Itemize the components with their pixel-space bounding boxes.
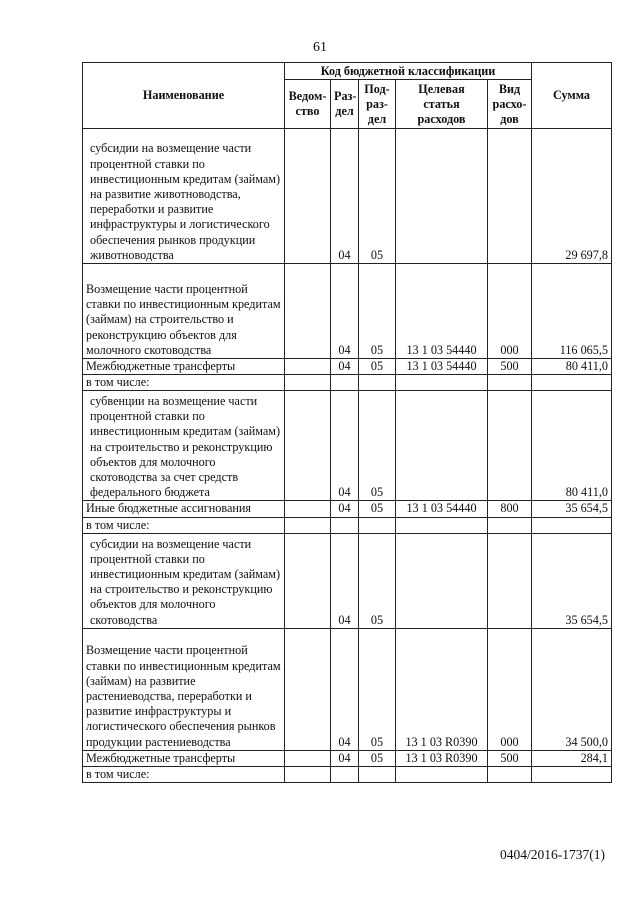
- cell-name: в том числе:: [83, 375, 285, 391]
- cell-vid: [488, 767, 532, 783]
- cell-razdel: 04: [331, 750, 359, 766]
- cell-podrazdel: 05: [359, 129, 396, 264]
- cell-razdel: 04: [331, 501, 359, 517]
- header-vid: Вид расхо-дов: [488, 80, 532, 129]
- cell-razdel: 04: [331, 129, 359, 264]
- cell-celevaya: 13 1 03 54440: [396, 359, 488, 375]
- cell-razdel: [331, 767, 359, 783]
- header-code-group: Код бюджетной классификации: [285, 63, 532, 80]
- table-row: [83, 628, 612, 750]
- cell-name: Иные бюджетные ассигнования: [83, 501, 285, 517]
- cell-summa: 35 654,5: [532, 501, 612, 517]
- cell-razdel: 04: [331, 264, 359, 359]
- header-name: Наименование: [83, 63, 285, 129]
- cell-vedomstvo: [285, 391, 331, 501]
- cell-name: субвенции на возмещение части процентной ставки по инвестиционным кредитам (займам) на строительство и реконструкцию объектов для молочного скотоводства за счет средств федерального бюджета: [83, 391, 285, 501]
- cell-vid: [488, 129, 532, 264]
- table-row: [83, 767, 612, 783]
- cell-vid: 500: [488, 750, 532, 766]
- cell-razdel: 04: [331, 359, 359, 375]
- cell-vedomstvo: [285, 129, 331, 264]
- table-row: [83, 375, 612, 391]
- cell-podrazdel: [359, 375, 396, 391]
- cell-vid: 000: [488, 628, 532, 750]
- cell-vid: 000: [488, 264, 532, 359]
- cell-summa: [532, 375, 612, 391]
- table-row: [83, 750, 612, 766]
- table-row: [83, 517, 612, 533]
- budget-classification-table: [82, 62, 612, 783]
- cell-vid: [488, 533, 532, 628]
- cell-podrazdel: 05: [359, 501, 396, 517]
- cell-podrazdel: [359, 767, 396, 783]
- cell-summa: 35 654,5: [532, 533, 612, 628]
- table-row: [83, 501, 612, 517]
- header-celevaya: Целевая статья расходов: [396, 80, 488, 129]
- cell-vedomstvo: [285, 628, 331, 750]
- cell-summa: 29 697,8: [532, 129, 612, 264]
- cell-name: Возмещение части процентной ставки по инвестиционным кредитам (займам) на развитие растениеводства, переработки и развитие инфраструктуры и логистического обеспечения рынков продукции растениеводства: [83, 628, 285, 750]
- table-row: [83, 129, 612, 264]
- cell-celevaya: 13 1 03 54440: [396, 264, 488, 359]
- cell-vedomstvo: [285, 359, 331, 375]
- cell-celevaya: 13 1 03 R0390: [396, 628, 488, 750]
- cell-podrazdel: 05: [359, 391, 396, 501]
- cell-razdel: 04: [331, 533, 359, 628]
- document-code: 0404/2016-1737(1): [500, 847, 605, 862]
- header-summa: Сумма: [532, 63, 612, 129]
- header-vedomstvo: Ведом-ство: [285, 80, 331, 129]
- cell-name: Возмещение части процентной ставки по инвестиционным кредитам (займам) на строительство и реконструкцию объектов для молочного скотоводства: [83, 264, 285, 359]
- cell-podrazdel: 05: [359, 264, 396, 359]
- cell-name: Межбюджетные трансферты: [83, 359, 285, 375]
- cell-name: Межбюджетные трансферты: [83, 750, 285, 766]
- cell-name: субсидии на возмещение части процентной ставки по инвестиционным кредитам (займам) на развитие животноводства, переработки и развитие инфраструктуры и логистического обеспечения рынков продукции животноводства: [83, 129, 285, 264]
- cell-razdel: 04: [331, 628, 359, 750]
- cell-celevaya: 13 1 03 54440: [396, 501, 488, 517]
- cell-vid: 800: [488, 501, 532, 517]
- cell-name: в том числе:: [83, 517, 285, 533]
- cell-vid: [488, 375, 532, 391]
- cell-summa: 34 500,0: [532, 628, 612, 750]
- page-number: 61: [313, 40, 327, 55]
- cell-summa: [532, 517, 612, 533]
- cell-summa: 80 411,0: [532, 359, 612, 375]
- cell-podrazdel: 05: [359, 750, 396, 766]
- cell-razdel: 04: [331, 391, 359, 501]
- cell-vid: [488, 517, 532, 533]
- cell-vedomstvo: [285, 264, 331, 359]
- cell-vedomstvo: [285, 750, 331, 766]
- cell-summa: 284,1: [532, 750, 612, 766]
- cell-vedomstvo: [285, 767, 331, 783]
- cell-razdel: [331, 375, 359, 391]
- cell-celevaya: [396, 533, 488, 628]
- table-row: [83, 533, 612, 628]
- cell-summa: 80 411,0: [532, 391, 612, 501]
- cell-celevaya: [396, 375, 488, 391]
- cell-vedomstvo: [285, 517, 331, 533]
- cell-vedomstvo: [285, 375, 331, 391]
- cell-vid: [488, 391, 532, 501]
- table-row: [83, 264, 612, 359]
- header-razdel: Раз-дел: [331, 80, 359, 129]
- cell-summa: 116 065,5: [532, 264, 612, 359]
- cell-celevaya: 13 1 03 R0390: [396, 750, 488, 766]
- table-row: [83, 391, 612, 501]
- cell-vedomstvo: [285, 533, 331, 628]
- cell-podrazdel: 05: [359, 359, 396, 375]
- cell-podrazdel: 05: [359, 628, 396, 750]
- cell-razdel: [331, 517, 359, 533]
- cell-name: в том числе:: [83, 767, 285, 783]
- table-row: [83, 359, 612, 375]
- cell-summa: [532, 767, 612, 783]
- cell-celevaya: [396, 391, 488, 501]
- table-body: [83, 129, 612, 783]
- cell-vid: 500: [488, 359, 532, 375]
- cell-name: субсидии на возмещение части процентной ставки по инвестиционным кредитам (займам) на строительство и реконструкцию объектов для молочного скотоводства: [83, 533, 285, 628]
- cell-celevaya: [396, 517, 488, 533]
- header-podrazdel: Под-раз-дел: [359, 80, 396, 129]
- cell-podrazdel: 05: [359, 533, 396, 628]
- cell-podrazdel: [359, 517, 396, 533]
- cell-celevaya: [396, 129, 488, 264]
- cell-celevaya: [396, 767, 488, 783]
- cell-vedomstvo: [285, 501, 331, 517]
